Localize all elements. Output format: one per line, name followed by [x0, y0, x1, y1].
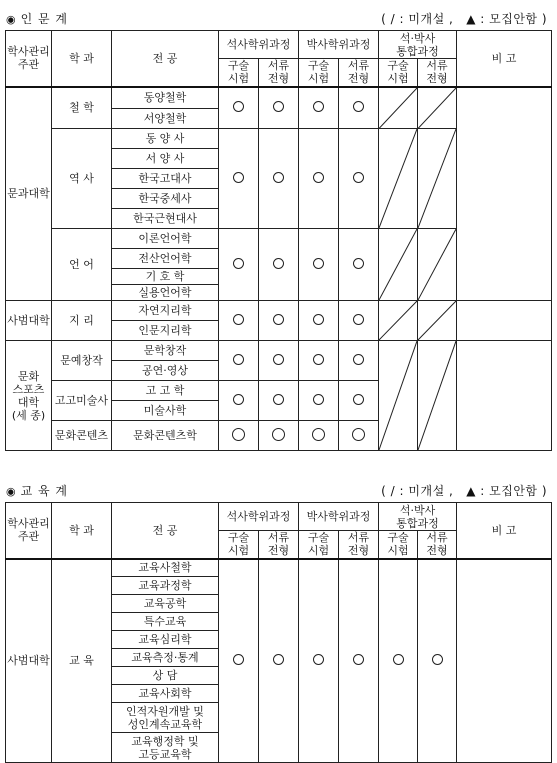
not-offered-mark — [379, 301, 418, 341]
not-offered-mark — [418, 87, 457, 129]
circle-icon — [233, 101, 244, 112]
track-edu-technology: 교육공학 — [112, 595, 219, 613]
track-east-history: 동 양 사 — [112, 129, 219, 149]
major-creative-writing: 문예창작 — [52, 341, 112, 381]
open-mark — [259, 381, 299, 421]
track-physical-geography: 자연지리학 — [112, 301, 219, 321]
major-archaeology-art-history: 고고미술사 — [52, 381, 112, 421]
college-munhwa-sports: 문화 스포츠 대학 (세 종) — [6, 341, 52, 451]
open-mark — [339, 381, 379, 421]
college-sabeom: 사범대학 — [6, 559, 52, 763]
circle-icon — [273, 354, 284, 365]
open-mark — [259, 301, 299, 341]
college-munkwa: 문과대학 — [6, 87, 52, 301]
header-masters: 석사학위과정 — [219, 503, 299, 531]
major-culture-contents: 문화콘텐츠 — [52, 421, 112, 451]
open-mark — [219, 421, 259, 451]
track-edu-history-philosophy: 교육사철학 — [112, 559, 219, 577]
open-mark — [339, 129, 379, 229]
education-title-text: 교 육 계 — [20, 484, 69, 498]
open-mark — [299, 559, 339, 763]
circle-icon — [233, 354, 244, 365]
track-counseling: 상 담 — [112, 667, 219, 685]
header-oral-exam: 구술 시험 — [219, 531, 259, 559]
circle-icon — [233, 314, 244, 325]
slash-icon — [418, 301, 456, 340]
header-doctoral: 박사학위과정 — [299, 503, 379, 531]
remarks-cell — [457, 87, 552, 301]
open-mark — [219, 381, 259, 421]
track-edu-psychology: 교육심리학 — [112, 631, 219, 649]
education-legend: ( / : 미개설 , ▲ : 모집안함 ) — [381, 484, 547, 498]
track-culture-contents: 문화콘텐츠학 — [112, 421, 219, 451]
open-mark — [259, 87, 299, 129]
track-computational-linguistics: 전산언어학 — [112, 249, 219, 269]
circle-icon — [353, 394, 364, 405]
open-mark — [299, 381, 339, 421]
open-mark — [219, 301, 259, 341]
header-dept-admin: 학사관리 주관 — [6, 31, 52, 87]
circle-icon — [313, 258, 324, 269]
humanities-title-text: 인 문 계 — [20, 12, 69, 26]
header-oral-exam: 구술 시험 — [219, 59, 259, 87]
header-track: 전 공 — [112, 503, 219, 559]
circle-icon — [313, 394, 324, 405]
header-masters: 석사학위과정 — [219, 31, 299, 59]
open-mark — [299, 341, 339, 381]
circle-icon — [313, 101, 324, 112]
header-oral-exam: 구술 시험 — [379, 59, 418, 87]
track-archaeology: 고 고 학 — [112, 381, 219, 401]
track-theoretical-linguistics: 이론언어학 — [112, 229, 219, 249]
open-mark — [339, 421, 379, 451]
track-performance-video: 공연·영상 — [112, 361, 219, 381]
track-hrd-adult-education: 인적자원개발 및 성인계속교육학 — [112, 703, 219, 733]
circle-icon — [233, 394, 244, 405]
track-korea-modern: 한국근현대사 — [112, 209, 219, 229]
bullet-circle-icon: ◉ — [6, 485, 17, 498]
header-track: 전 공 — [112, 31, 219, 87]
open-mark — [219, 129, 259, 229]
track-west-history: 서 양 사 — [112, 149, 219, 169]
circle-icon — [272, 428, 285, 441]
circle-icon — [273, 394, 284, 405]
track-west-philosophy: 서양철학 — [112, 109, 219, 129]
open-mark — [339, 229, 379, 301]
not-offered-mark — [418, 301, 457, 341]
slash-icon — [418, 129, 456, 228]
header-remarks: 비 고 — [457, 503, 552, 559]
track-human-geography: 인문지리학 — [112, 321, 219, 341]
circle-icon — [353, 172, 364, 183]
circle-icon — [273, 314, 284, 325]
open-mark — [299, 421, 339, 451]
circle-icon — [352, 428, 365, 441]
track-east-philosophy: 동양철학 — [112, 87, 219, 109]
header-oral-exam: 구술 시험 — [299, 531, 339, 559]
track-measurement-statistics: 교육측정·통계 — [112, 649, 219, 667]
open-mark — [339, 87, 379, 129]
education-section-title — [6, 482, 68, 499]
not-offered-mark — [418, 129, 457, 229]
open-mark — [379, 559, 418, 763]
header-doc-review: 서류 전형 — [339, 531, 379, 559]
open-mark — [219, 87, 259, 129]
circle-icon — [313, 354, 324, 365]
slash-icon — [379, 341, 417, 450]
circle-icon — [232, 428, 245, 441]
track-special-education: 특수교육 — [112, 613, 219, 631]
open-mark — [259, 229, 299, 301]
not-offered-mark — [379, 341, 418, 451]
header-dept-admin: 학사관리 주관 — [6, 503, 52, 559]
college-sabeom: 사범대학 — [6, 301, 52, 341]
slash-icon — [418, 229, 456, 300]
header-oral-exam: 구술 시험 — [299, 59, 339, 87]
open-mark — [259, 559, 299, 763]
open-mark — [339, 301, 379, 341]
track-edu-sociology: 교육사회학 — [112, 685, 219, 703]
open-mark — [299, 301, 339, 341]
remarks-cell — [457, 301, 552, 341]
header-major: 학 과 — [52, 503, 112, 559]
header-major: 학 과 — [52, 31, 112, 87]
circle-icon — [273, 258, 284, 269]
open-mark — [219, 229, 259, 301]
slash-icon — [418, 341, 456, 450]
header-doc-review: 서류 전형 — [259, 59, 299, 87]
circle-icon — [273, 172, 284, 183]
slash-icon — [379, 301, 417, 340]
circle-icon — [233, 258, 244, 269]
circle-icon — [393, 654, 404, 665]
not-offered-mark — [379, 229, 418, 301]
circle-icon — [313, 314, 324, 325]
header-doc-review: 서류 전형 — [418, 531, 457, 559]
circle-icon — [353, 354, 364, 365]
slash-icon — [379, 129, 417, 228]
circle-icon — [353, 314, 364, 325]
humanities-section-title — [6, 10, 68, 27]
header-doc-review: 서류 전형 — [418, 59, 457, 87]
open-mark — [259, 341, 299, 381]
circle-icon — [273, 101, 284, 112]
slash-icon — [418, 88, 456, 129]
open-mark — [339, 559, 379, 763]
header-doc-review: 서류 전형 — [339, 59, 379, 87]
education-section-header — [0, 480, 557, 500]
open-mark — [299, 229, 339, 301]
slash-icon — [379, 88, 417, 129]
not-offered-mark — [379, 129, 418, 229]
open-mark — [259, 129, 299, 229]
circle-icon — [353, 101, 364, 112]
track-korea-medieval: 한국중세사 — [112, 189, 219, 209]
major-language: 언 어 — [52, 229, 112, 301]
circle-icon — [312, 428, 325, 441]
open-mark — [259, 421, 299, 451]
open-mark — [299, 129, 339, 229]
track-art-history: 미술사학 — [112, 401, 219, 421]
track-curriculum: 교육과정학 — [112, 577, 219, 595]
open-mark — [418, 559, 457, 763]
circle-icon — [353, 258, 364, 269]
circle-icon — [313, 172, 324, 183]
header-integrated: 석·박사 통합과정 — [379, 503, 457, 531]
bullet-circle-icon: ◉ — [6, 13, 17, 26]
slash-icon — [379, 229, 417, 300]
education-table — [5, 502, 552, 763]
open-mark — [339, 341, 379, 381]
track-semiotics: 기 호 학 — [112, 269, 219, 285]
open-mark — [219, 559, 259, 763]
circle-icon — [233, 172, 244, 183]
not-offered-mark — [418, 229, 457, 301]
major-education: 교 육 — [52, 559, 112, 763]
track-edu-admin-higher-ed: 교육행정학 및 고등교육학 — [112, 733, 219, 763]
circle-icon — [233, 654, 244, 665]
header-oral-exam: 구술 시험 — [379, 531, 418, 559]
header-integrated: 석·박사 통합과정 — [379, 31, 457, 59]
track-korea-ancient: 한국고대사 — [112, 169, 219, 189]
header-doc-review: 서류 전형 — [259, 531, 299, 559]
track-applied-linguistics: 실용언어학 — [112, 285, 219, 301]
header-doctoral: 박사학위과정 — [299, 31, 379, 59]
circle-icon — [432, 654, 443, 665]
humanities-table — [5, 30, 552, 451]
humanities-legend: ( / : 미개설 , ▲ : 모집안함 ) — [381, 12, 547, 26]
remarks-cell — [457, 341, 552, 451]
not-offered-mark — [379, 87, 418, 129]
circle-icon — [313, 654, 324, 665]
circle-icon — [273, 654, 284, 665]
header-remarks: 비 고 — [457, 31, 552, 87]
circle-icon — [353, 654, 364, 665]
major-philosophy: 철 학 — [52, 87, 112, 129]
open-mark — [219, 341, 259, 381]
track-literary-creation: 문학창작 — [112, 341, 219, 361]
not-offered-mark — [418, 341, 457, 451]
open-mark — [299, 87, 339, 129]
major-history: 역 사 — [52, 129, 112, 229]
major-geography: 지 리 — [52, 301, 112, 341]
remarks-cell — [457, 559, 552, 763]
humanities-section-header — [0, 8, 557, 28]
